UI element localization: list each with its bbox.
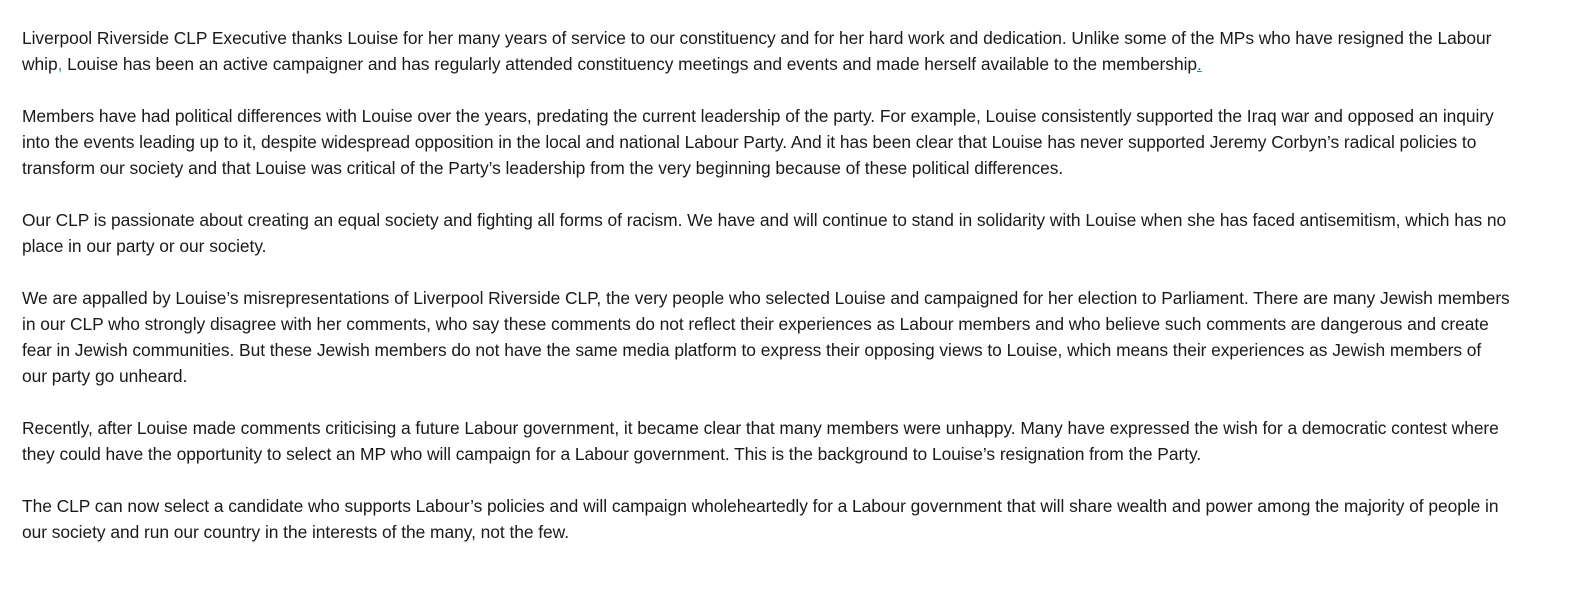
- paragraph-thanks: [22, 25, 1582, 77]
- paragraph-line: into the events leading up to it, despite widespread opposition in the local and national Labour Party. And it has been clear that Louise has never supported Jeremy Corbyn’s radical policies to: [22, 132, 1477, 152]
- underlined-period-link[interactable]: .: [1197, 54, 1202, 74]
- paragraph-line: place in our party or our society.: [22, 236, 267, 256]
- line-text: Louise has been an active campaigner and has regularly attended constituency meetings and events and made herself available to the membership: [62, 54, 1198, 74]
- paragraph-line: transform our society and that Louise was critical of the Party’s leadership from the very beginning because of these political differences.: [22, 158, 1064, 178]
- paragraph-line: our party go unheard.: [22, 366, 188, 386]
- paragraph-line: [22, 51, 1582, 77]
- paragraph-line: Liverpool Riverside CLP Executive thanks Louise for her many years of service to our constituency and for her hard work and dedication. Unlike some of the MPs who have resigned the Labour: [22, 28, 1492, 48]
- paragraph-select-candidate: [22, 493, 1582, 545]
- paragraph-line: Members have had political differences with Louise over the years, predating the current leadership of the party. For example, Louise consistently supported the Iraq war and opposed an inquiry: [22, 106, 1494, 126]
- paragraph-resignation-background: [22, 415, 1582, 467]
- paragraph-line: We are appalled by Louise’s misrepresentations of Liverpool Riverside CLP, the very people who selected Louise and campaigned for her election to Parliament. There are many Jewish members: [22, 288, 1510, 308]
- paragraph-equal-society: [22, 207, 1582, 259]
- highlighted-comma: ,: [57, 54, 63, 74]
- statement-body: [22, 25, 1582, 571]
- paragraph-line: fear in Jewish communities. But these Jewish members do not have the same media platform to express their opposing views to Louise, which means their experiences as Jewish members of: [22, 340, 1482, 360]
- paragraph-political-differences: [22, 103, 1582, 181]
- paragraph-line: Our CLP is passionate about creating an equal society and fighting all forms of racism. We have and will continue to stand in solidarity with Louise when she has faced antisemitism, which has no: [22, 210, 1507, 230]
- paragraph-line: in our CLP who strongly disagree with her comments, who say these comments do not reflect their experiences as Labour members and who believe such comments are dangerous and create: [22, 314, 1489, 334]
- line-text: whip: [22, 54, 58, 74]
- paragraph-line: they could have the opportunity to select an MP who will campaign for a Labour government. This is the background to Louise’s resignation from the Party.: [22, 444, 1202, 464]
- paragraph-line: Recently, after Louise made comments criticising a future Labour government, it became clear that many members were unhappy. Many have expressed the wish for a democratic contest where: [22, 418, 1499, 438]
- paragraph-misrepresentations: [22, 285, 1582, 389]
- paragraph-line: our society and run our country in the interests of the many, not the few.: [22, 522, 569, 542]
- paragraph-line: The CLP can now select a candidate who supports Labour’s policies and will campaign wholeheartedly for a Labour government that will share wealth and power among the majority of people in: [22, 496, 1499, 516]
